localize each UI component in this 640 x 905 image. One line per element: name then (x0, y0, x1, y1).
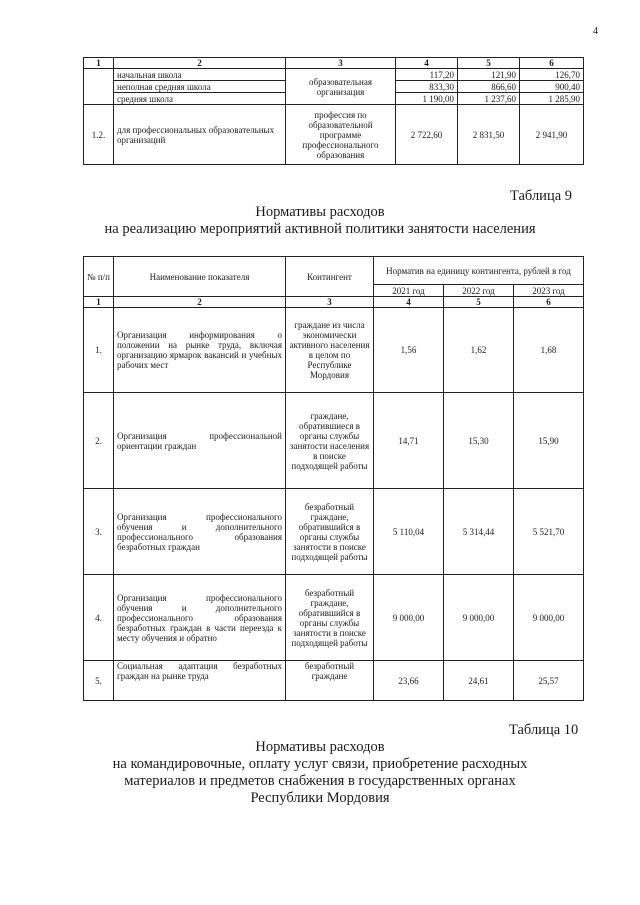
value-2021: 117,20 (396, 69, 458, 81)
row-name: Организация информирования о положении на рынке труда, включая организацию ярмарок вакансий и учебных рабочих мест (114, 308, 286, 393)
col-number: 5 (444, 297, 514, 308)
table-row (84, 105, 584, 165)
table9-title (100, 204, 540, 238)
table9 (83, 256, 584, 701)
row-name: Социальная адаптация безработных граждан на рынке труда (114, 661, 286, 701)
table10-title-line: на командировочные, оплату услуг связи, приобретение расходных (112, 756, 528, 772)
header-name: Наименование показателя (114, 257, 286, 297)
col-number: 4 (374, 297, 444, 308)
table-row (84, 489, 584, 575)
value-2021: 14,71 (374, 393, 444, 489)
row-contingent: граждане, обратившиеся в органы службы занятости населения в поиске подходящей работы (286, 393, 374, 489)
value-2023: 900,40 (520, 81, 584, 93)
col-number: 2 (114, 297, 286, 308)
value-2023: 1,68 (514, 308, 584, 393)
row-contingent: образовательная организация (286, 69, 396, 105)
table-header-row (84, 58, 584, 69)
row-name: начальная школа (114, 69, 286, 81)
col-number: 4 (396, 58, 458, 69)
row-name: для профессиональных образовательных организаций (114, 105, 286, 165)
row-name: Организация профессионального обучения и дополнительного профессионального образования безработных граждан (114, 489, 286, 575)
table10-title (100, 739, 540, 807)
row-contingent: безработный граждане, обратившийся в органы службы занятости в поиске подходящей работы (286, 489, 374, 575)
row-name: Организация профессионального обучения и дополнительного профессионального образования безработных граждан в части переезда к месту обучения и обратно (114, 575, 286, 661)
row-name: Организация профессиональной ориентации граждан (114, 393, 286, 489)
value-2023: 126,70 (520, 69, 584, 81)
col-number: 6 (514, 297, 584, 308)
table-row (84, 661, 584, 701)
col-number: 3 (286, 297, 374, 308)
value-2021: 23,66 (374, 661, 444, 701)
table-row (84, 575, 584, 661)
row-contingent: безработный граждане, обратившийся в органы службы занятости в поиске подходящей работы (286, 575, 374, 661)
value-2021: 1 190,00 (396, 93, 458, 105)
value-2022: 121,90 (458, 69, 520, 81)
value-2021: 1,56 (374, 308, 444, 393)
row-number: 1. (84, 308, 114, 393)
table10-title-line: Республики Мордовия (250, 790, 390, 806)
table10-title-line: материалов и предметов снабжения в государственных органах (124, 773, 516, 789)
value-2022: 9 000,00 (444, 575, 514, 661)
value-2022: 5 314,44 (444, 489, 514, 575)
row-number: 2. (84, 393, 114, 489)
header-num: № п/п (84, 257, 114, 297)
table-header-row (84, 297, 584, 308)
table9-title-line: Нормативы расходов (255, 204, 385, 220)
row-contingent: граждане из числа экономически активного населения в целом по Республике Мордовия (286, 308, 374, 393)
row-number: 1.2. (84, 105, 114, 165)
header-contingent: Контингент (286, 257, 374, 297)
col-number: 1 (84, 297, 114, 308)
table10-label: Таблица 10 (509, 722, 579, 738)
value-2021: 2 722,60 (396, 105, 458, 165)
table9-label: Таблица 9 (510, 188, 573, 204)
value-2022: 15,30 (444, 393, 514, 489)
value-2022: 1 237,60 (458, 93, 520, 105)
table-header-row (84, 257, 584, 285)
col-number: 2 (114, 58, 286, 69)
value-2023: 9 000,00 (514, 575, 584, 661)
col-number: 6 (520, 58, 584, 69)
table-continuation (83, 57, 584, 165)
value-2023: 15,90 (514, 393, 584, 489)
value-2021: 833,30 (396, 81, 458, 93)
header-year-2021: 2021 год (374, 285, 444, 297)
col-number: 1 (84, 58, 114, 69)
table10-title-line: Нормативы расходов (255, 739, 385, 755)
row-contingent: профессия по образовательной программе профессионального образования (286, 105, 396, 165)
row-number: 3. (84, 489, 114, 575)
header-year-2022: 2022 год (444, 285, 514, 297)
row-contingent: безработный граждане (286, 661, 374, 701)
value-2023: 2 941,90 (520, 105, 584, 165)
value-2021: 9 000,00 (374, 575, 444, 661)
col-number: 5 (458, 58, 520, 69)
table-row (84, 393, 584, 489)
row-number: 5. (84, 661, 114, 701)
row-name: неполная средняя школа (114, 81, 286, 93)
col-number: 3 (286, 58, 396, 69)
table9-title-line: на реализацию мероприятий активной политики занятости населения (104, 221, 536, 237)
value-2023: 1 285,90 (520, 93, 584, 105)
row-number: 4. (84, 575, 114, 661)
header-year-2023: 2023 год (514, 285, 584, 297)
table-row (84, 308, 584, 393)
value-2022: 2 831,50 (458, 105, 520, 165)
value-2023: 25,57 (514, 661, 584, 701)
value-2022: 1,62 (444, 308, 514, 393)
value-2022: 866,60 (458, 81, 520, 93)
header-norm: Норматив на единицу контингента, рублей в год (374, 257, 584, 285)
page-number: 4 (593, 26, 598, 37)
table-row (84, 69, 584, 81)
row-name: средняя школа (114, 93, 286, 105)
value-2021: 5 110,04 (374, 489, 444, 575)
value-2023: 5 521,70 (514, 489, 584, 575)
value-2022: 24,61 (444, 661, 514, 701)
